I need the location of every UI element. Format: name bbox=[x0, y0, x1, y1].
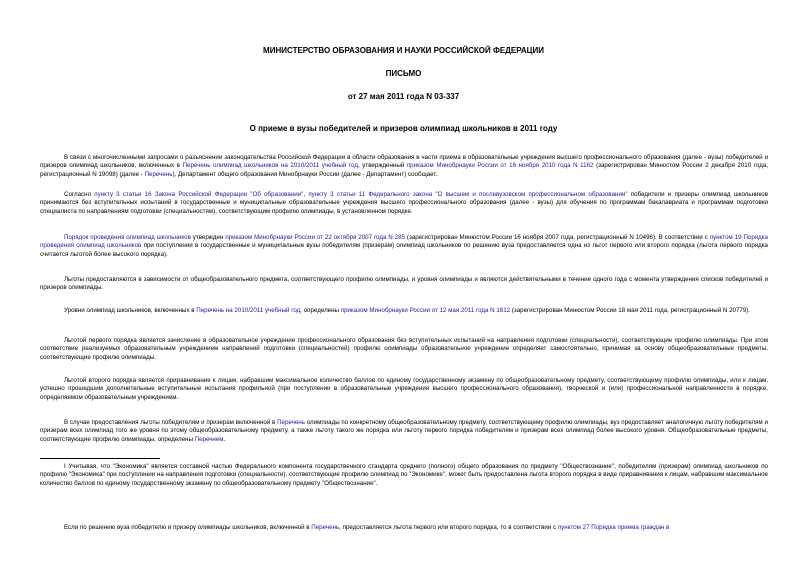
link-admission-procedure-point-27[interactable]: пунктом 27 Порядка приема граждан в bbox=[557, 524, 670, 531]
link-order-1162[interactable]: приказом Минобрнауки России от 16 ноября 2010 года N 1162 bbox=[406, 162, 594, 170]
link-list-3[interactable]: Перечнем bbox=[194, 435, 224, 443]
link-law-higher-education[interactable]: пункту 3 статьи 11 Федерального закона "О высшем и послевузовском профессиональном образовании" bbox=[308, 191, 628, 198]
paragraph-9: Если по решению вуза победителю и призеру олимпиады школьников, включенной в Перечень, предоставляется льгота первого или второго порядка, то в соответствии с пунктом 27 Порядка приема граждан в bbox=[64, 524, 670, 531]
paragraph-7: Льготой второго порядка является приравнивание к лицам, набравшим максимальное количество баллов по единому государственному экзамену по общеобразовательному предмету, соответствующему профилю олимпиады, или к лицам, успешно прошедшим дополнительные вступительные испытания профильной (при поступлении в образовательные учреждения высшего профессионального образования), творческой и (или) профессиональной направленности в порядке, определяемом образовательным учреждением. bbox=[40, 377, 768, 401]
link-order-285[interactable]: приказом Минобрнауки России от 22 октября 2007 года N 285 bbox=[225, 234, 405, 241]
footnote-divider bbox=[40, 458, 160, 459]
link-list-2010-2011[interactable]: Перечень на 2010/2011 учебный год bbox=[196, 307, 301, 314]
link-procedure-point-19[interactable]: пунктом 19 Порядка проведения олимпиад школьников bbox=[40, 234, 768, 250]
paragraph-1: В связи с многочисленными запросами о разъяснении законодательства Российской Федерации в области образования в части приема в образовательные учреждения высшего профессионального образования (далее - вузы) победителей и призеров олимпиад школьников, включенных в Перечень олимпиад школьников на 2010/2011 учебный год, утвержденный приказом Минобрнауки России от 16 ноября 2010 года N 1162 (зарегистрирован Минюстом России 2 декабря 2010 года, регистрационный N 19098) (далее - Перечень), Департамент общего образования Минобрнауки России (далее - Департамент) сообщает. bbox=[40, 154, 768, 178]
ministry-heading: МИНИСТЕРСТВО ОБРАЗОВАНИЯ И НАУКИ РОССИЙСКОЙ ФЕДЕРАЦИИ bbox=[263, 46, 544, 55]
paragraph-3: Порядок проведения олимпиад школьников утвержден приказом Минобрнауки России от 22 октября 2007 года N 285 (зарегистрирован Минюстом России 16 ноября 2007 года, регистрационный N 10496). В соответствии с пунктом 19 Порядка проведения олимпиад школьников при поступлении в государственные и муниципальные вузы победителям (призерам) олимпиад школьников по решению вуза предоставляется одна из льгот первого или второго порядка (льгота первого порядка считается льготой более высокого порядка). bbox=[40, 234, 768, 258]
link-order-1612[interactable]: приказом Минобрнауки России от 12 мая 2011 года N 1612 bbox=[340, 307, 511, 314]
paragraph-6: Льготой первого порядка является зачисление в образовательное учреждение профессионального образования без вступительных испытаний на направления подготовки (специальности), соответствующие профилю олимпиады. При этом соответствие реализуемых образовательным учреждением направлений подготовки (специальностей) профилю олимпиады образовательное учреждение определяет самостоятельно, принимая за основу общеобразовательные предметы, соответствующие профилю олимпиады. bbox=[40, 337, 768, 361]
paragraph-5: Уровни олимпиад школьников, включенных в Перечень на 2010/2011 учебный год, определены приказом Минобрнауки России от 12 мая 2011 года N 1612 (зарегистрирован Минюстом России 18 мая 2011 года, регистрационный N 20779). bbox=[64, 307, 751, 314]
link-list-2[interactable]: Перечень bbox=[277, 419, 305, 426]
paragraph-2: Согласно пункту 3 статьи 16 Закона Российской Федерации "Об образовании", пункту 3 статьи 11 Федерального закона "О высшем и послевузовском профессиональном образовании" победители и призеры олимпиад школьников принимаются без вступительных испытаний в государственные и муниципальные образовательные учреждения высшего профессионального образования (далее - вузы) для обучения по программам бакалавриата и программам подготовки специалиста по направлениям подготовки (специальностям), соответствующим профилю олимпиады, в установленном порядке. bbox=[40, 191, 769, 215]
document-type: ПИСЬМО bbox=[385, 69, 422, 78]
document-date-number: от 27 мая 2011 года N 03-337 bbox=[347, 92, 460, 101]
document-subject: О приеме в вузы победителей и призеров олимпиад школьников в 2011 году bbox=[249, 124, 558, 133]
link-law-on-education[interactable]: пункту 3 статьи 16 Закона Российской Федерации "Об образовании" bbox=[94, 191, 304, 198]
link-list[interactable]: Перечень bbox=[144, 170, 173, 178]
paragraph-4: Льготы предоставляются в зависимости от общеобразовательного предмета, соответствующего профилю олимпиады, и уровня олимпиады и являются действительными в течение одного года с момента утверждения списков победителей и призеров олимпиады. bbox=[40, 276, 768, 292]
link-list-4[interactable]: Перечень bbox=[311, 524, 340, 531]
link-olympiad-procedure[interactable]: Порядок проведения олимпиад школьников bbox=[64, 234, 191, 241]
footnote: I Учитывая, что "Экономика" является составной частью Федерального компонента государственного стандарта среднего (полного) общего образования по предмету "Обществознание", победителям (призерам) олимпиад школьников по профилю "Экономика" при поступлении на направления подготовки (специальности), соответствующие профилю олимпиад по "Экономике", может быть предоставлена льгота второго порядка в виде приравнивания к лицам, набравшим максимальное количество баллов по единому государственному экзамену по общеобразовательному предмету "Обществознание". bbox=[40, 463, 768, 487]
paragraph-8: В случае предоставления льготы победителям и призерам включенной в Перечень олимпиады по конкретному общеобразовательному предмету, соответствующему профилю олимпиады, вуз предоставляет аналогичную льготу победителям и призерам всех олимпиад того же уровня по этому общеобразовательному предмету, а также льготу такого же порядка или льготу первого порядка победителям и призерам всех олимпиад более высокого уровня. Общеобразовательные предметы, соответствующие профилю олимпиады, определены Перечнем. bbox=[40, 419, 768, 443]
link-olympiad-list-2010-2011[interactable]: Перечень олимпиад школьников на 2010/2011 учебный год bbox=[182, 162, 358, 170]
